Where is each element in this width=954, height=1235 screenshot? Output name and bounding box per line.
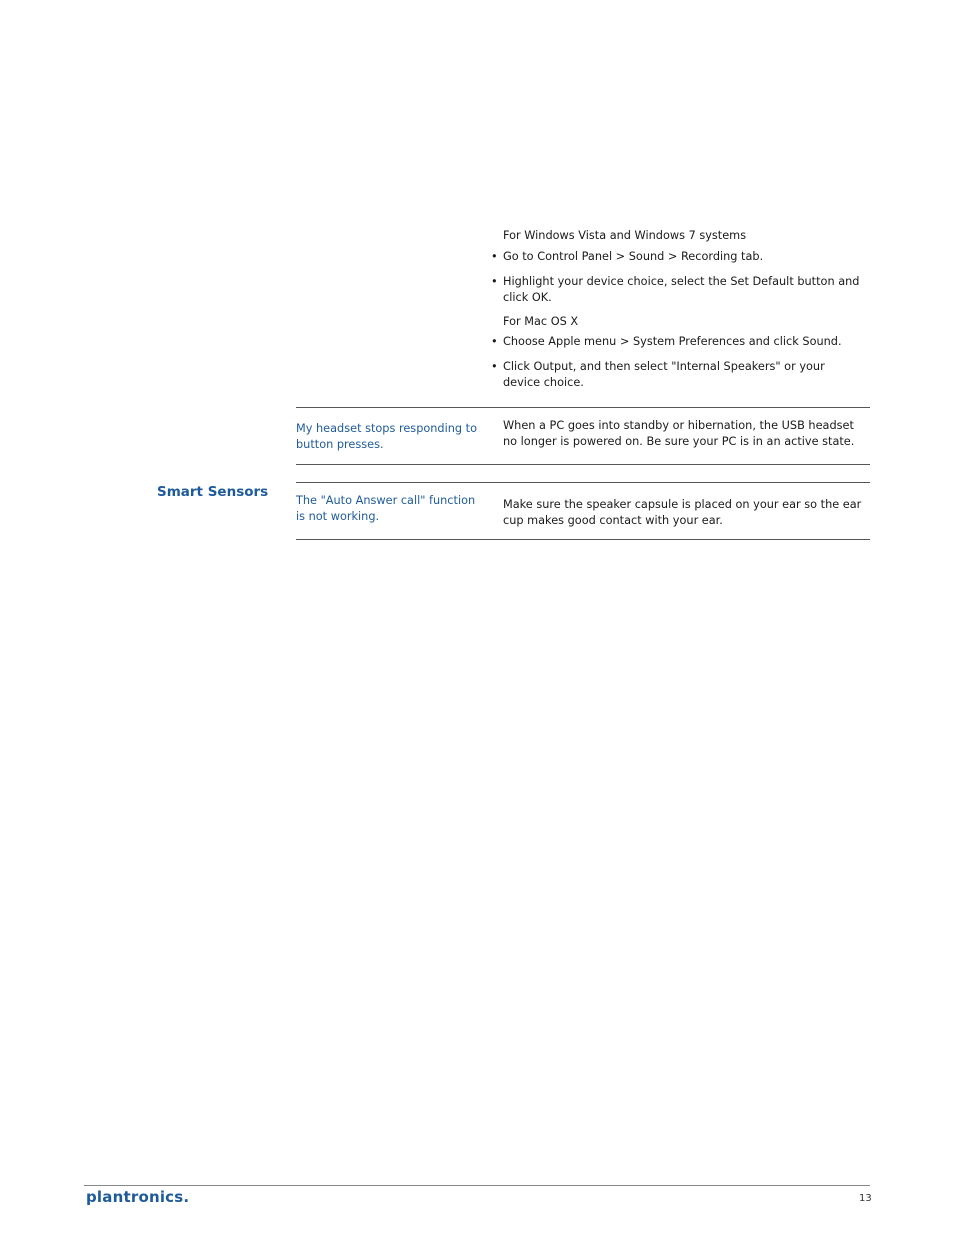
bullet: • [491, 335, 498, 348]
problem-headset-not-responding: My headset stops responding to button presses. [296, 422, 478, 451]
mac-step-2: Click Output, and then select "Internal Speakers" or your device choice. [503, 360, 825, 389]
plantronics-logo: plantronics. [86, 1188, 190, 1206]
table-rule [296, 407, 870, 408]
windows-step-2: Highlight your device choice, select the Set Default button and click OK. [503, 275, 860, 304]
section-heading-smart-sensors: Smart Sensors [157, 484, 269, 500]
windows-heading: For Windows Vista and Windows 7 systems [503, 229, 747, 242]
mac-step-1: Choose Apple menu > System Preferences and click Sound. [503, 335, 842, 348]
page-number: 13 [859, 1193, 872, 1204]
windows-step-1: Go to Control Panel > Sound > Recording tab. [503, 250, 764, 263]
mac-heading: For Mac OS X [503, 315, 579, 328]
bullet: • [491, 250, 498, 263]
problem-auto-answer: The "Auto Answer call" function is not working. [296, 494, 476, 523]
solution-headset-not-responding: When a PC goes into standby or hibernation, the USB headset no longer is powered on. Be sure your PC is in an active state. [503, 419, 855, 448]
table-rule [296, 539, 870, 540]
solution-auto-answer: Make sure the speaker capsule is placed on your ear so the ear cup makes good contact with your ear. [503, 498, 862, 527]
bullet: • [491, 360, 498, 373]
table-rule [296, 464, 870, 465]
bullet: • [491, 275, 498, 288]
footer-rule [84, 1185, 870, 1186]
table-rule [296, 482, 870, 483]
